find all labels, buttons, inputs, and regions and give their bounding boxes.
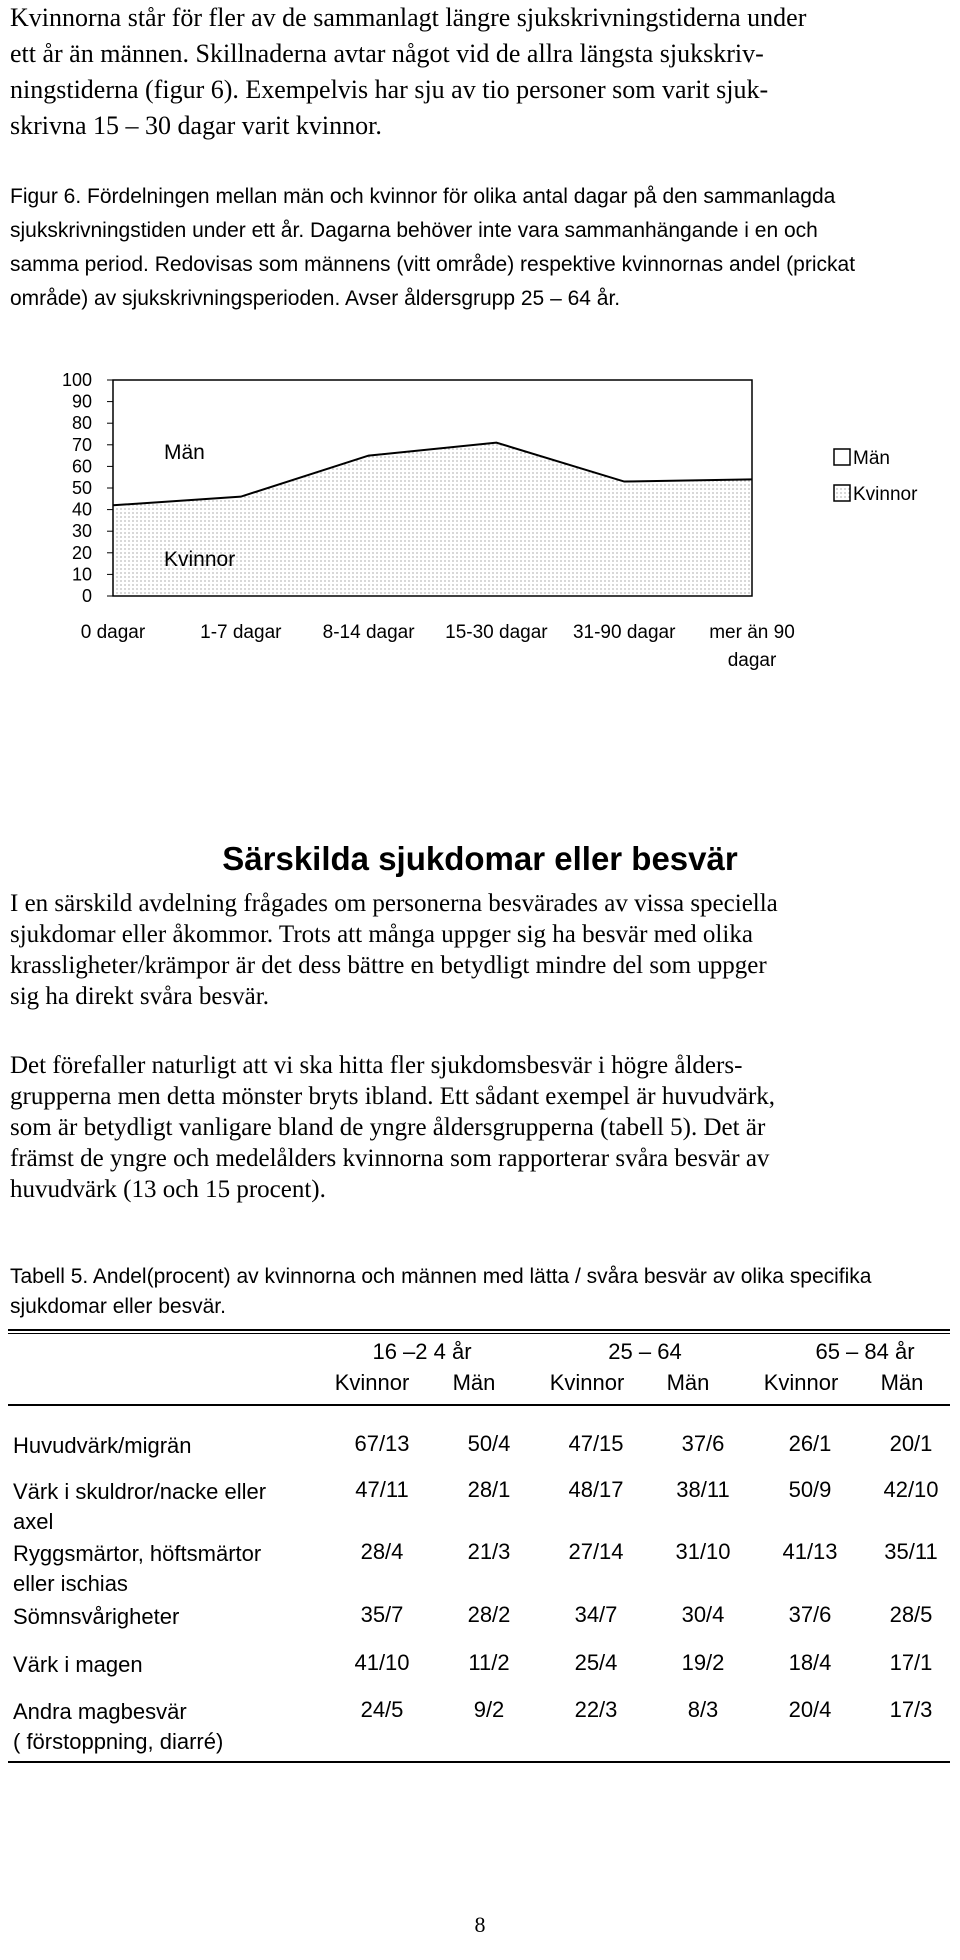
x-tick-label: 1-7 dagar <box>200 622 282 643</box>
row-label <box>13 1477 313 1537</box>
sex-header: Kvinnor <box>549 1370 625 1395</box>
row-label <box>13 1602 313 1632</box>
table-cell: 25/4 <box>574 1650 618 1675</box>
x-tick-label: 8-14 dagar <box>322 622 415 643</box>
table-cell: 41/13 <box>782 1539 838 1564</box>
table-cell: 17/3 <box>889 1697 933 1722</box>
table-cell: 28/4 <box>360 1539 404 1564</box>
table-cell: 18/4 <box>788 1650 832 1675</box>
chart-svg <box>0 360 960 680</box>
table-cell: 34/7 <box>574 1602 618 1627</box>
table-cell: 20/4 <box>788 1697 832 1722</box>
table-cell: 37/6 <box>681 1431 725 1456</box>
row-label <box>13 1431 313 1461</box>
table-cell: 48/17 <box>568 1477 624 1502</box>
figure-6-chart <box>0 360 960 680</box>
paragraph-line: krassligheter/krämpor är det dess bättre en betydligt mindre del som uppger <box>10 952 767 979</box>
y-tick-label: 80 <box>71 413 92 434</box>
y-tick-label: 10 <box>71 564 92 585</box>
paragraph-line: främst de yngre och medelålders kvinnorna som rapporterar svåra besvär av <box>10 1145 770 1172</box>
figure-caption-line: område) av sjukskrivningsperioden. Avser åldersgrupp 25 – 64 år. <box>10 287 621 310</box>
legend-swatch <box>834 449 850 465</box>
table-cell: 30/4 <box>681 1602 725 1627</box>
y-tick-label: 70 <box>71 434 92 455</box>
paragraph-2 <box>10 1050 950 1205</box>
x-tick-label: dagar <box>727 650 777 671</box>
row-label-line: Ryggsmärtor, höftsmärtor <box>13 1541 262 1566</box>
paragraph-line: Det förefaller naturligt att vi ska hitta fler sjukdomsbesvär i högre ålders- <box>10 1052 743 1079</box>
table-cell: 22/3 <box>574 1697 618 1722</box>
paragraph-line: sjukdomar eller åkommor. Trots att många uppger sig ha besvär med olika <box>10 921 753 948</box>
paragraph-line: grupperna men detta mönster bryts ibland. Ett sådant exempel är huvudvärk, <box>10 1083 776 1110</box>
table-cell: 24/5 <box>360 1697 404 1722</box>
table-cell: 28/2 <box>467 1602 511 1627</box>
sex-header: Kvinnor <box>763 1370 839 1395</box>
row-label-line: Sömnsvårigheter <box>13 1604 180 1629</box>
table-cell: 47/15 <box>568 1431 624 1456</box>
table-cell: 9/2 <box>473 1697 505 1722</box>
figure-caption-line: Figur 6. Fördelningen mellan män och kvinnor för olika antal dagar på den sammanlagda <box>10 185 836 208</box>
paragraph-line: I en särskild avdelning frågades om personerna besvärades av vissa speciella <box>10 890 778 917</box>
table-caption-line: Tabell 5. Andel(procent) av kvinnorna och männen med lätta / svåra besvär av olika specifika <box>10 1265 872 1288</box>
table-cell: 28/1 <box>467 1477 511 1502</box>
y-tick-label: 90 <box>71 391 92 412</box>
intro-line: skrivna 15 – 30 dagar varit kvinnor. <box>10 111 382 140</box>
sex-header: Män <box>880 1370 924 1395</box>
y-tick-label: 60 <box>71 456 92 477</box>
row-label <box>13 1650 313 1680</box>
row-label-line: Värk i skuldror/nacke eller <box>13 1479 267 1504</box>
kvinnor-area-label: Kvinnor <box>164 548 236 571</box>
table-cell: 38/11 <box>676 1477 730 1502</box>
intro-paragraph <box>10 0 950 144</box>
table-cell: 35/11 <box>884 1539 938 1564</box>
table-cell: 47/11 <box>355 1477 409 1502</box>
table-cell: 67/13 <box>354 1431 410 1456</box>
table-top-rule <box>8 1329 950 1334</box>
section-heading: Särskilda sjukdomar eller besvär <box>222 840 738 877</box>
table-cell: 50/9 <box>788 1477 832 1502</box>
table-cell: 21/3 <box>467 1539 511 1564</box>
table-caption <box>10 1262 950 1322</box>
x-tick-label: 0 dagar <box>80 622 146 643</box>
x-tick-label: mer än 90 <box>709 622 795 643</box>
paragraph-1 <box>10 888 950 1012</box>
row-label-line: Andra magbesvär <box>13 1699 187 1724</box>
paragraph-line: som är betydligt vanligare bland de yngre åldersgrupperna (tabell 5). Det är <box>10 1114 766 1141</box>
y-tick-label: 30 <box>71 521 92 542</box>
table-cell: 41/10 <box>354 1650 410 1675</box>
legend-label: Kvinnor <box>853 484 918 505</box>
y-tick-label: 100 <box>61 370 92 390</box>
row-label-line: Huvudvärk/migrän <box>13 1433 192 1458</box>
table-cell: 8/3 <box>687 1697 719 1722</box>
sex-header: Män <box>452 1370 496 1395</box>
table-cell: 27/14 <box>568 1539 624 1564</box>
table-header-rule <box>8 1404 950 1406</box>
y-tick-label: 50 <box>71 478 92 498</box>
age-group-header: 25 – 64 <box>608 1339 682 1364</box>
figure-caption-line: samma period. Redovisas som männens (vitt område) respektive kvinnornas andel (prickat <box>10 253 856 276</box>
table-cell: 31/10 <box>675 1539 731 1564</box>
row-label-line: ( förstoppning, diarré) <box>13 1729 224 1754</box>
intro-line: ningstiderna (figur 6). Exempelvis har sju av tio personer som varit sjuk- <box>10 75 769 104</box>
paragraph-line: huvudvärk (13 och 15 procent). <box>10 1176 326 1203</box>
y-tick-label: 20 <box>71 542 92 563</box>
sex-header: Män <box>666 1370 710 1395</box>
row-label-line: Värk i magen <box>13 1652 143 1677</box>
row-label <box>13 1697 313 1757</box>
legend-label: Män <box>853 448 890 469</box>
intro-line: ett år än männen. Skillnaderna avtar något vid de allra längsta sjukskriv- <box>10 39 764 68</box>
paragraph-line: sig ha direkt svåra besvär. <box>10 983 269 1010</box>
page-number: 8 <box>474 1912 486 1937</box>
age-group-header: 16 –2 4 år <box>372 1339 472 1364</box>
table-cell: 42/10 <box>883 1477 939 1502</box>
intro-line: Kvinnorna står för fler av de sammanlagt längre sjukskrivningstiderna under <box>10 3 807 32</box>
man-area-label: Män <box>164 441 205 464</box>
legend-swatch <box>834 485 850 501</box>
table-cell: 11/2 <box>468 1650 510 1675</box>
table-cell: 19/2 <box>681 1650 725 1675</box>
table-bottom-rule <box>8 1761 950 1763</box>
table-cell: 20/1 <box>889 1431 933 1456</box>
x-tick-label: 31-90 dagar <box>572 622 676 643</box>
table-cell: 37/6 <box>788 1602 832 1627</box>
table-cell: 35/7 <box>360 1602 404 1627</box>
row-label-line: eller ischias <box>13 1571 128 1596</box>
table-cell: 50/4 <box>467 1431 511 1456</box>
table-cell: 26/1 <box>788 1431 832 1456</box>
y-tick-label: 0 <box>81 586 92 606</box>
row-label-line: axel <box>13 1509 54 1534</box>
figure-caption-line: sjukskrivningstiden under ett år. Dagarna behöver inte vara sammanhängande i en och <box>10 219 818 242</box>
age-group-header: 65 – 84 år <box>815 1339 915 1364</box>
y-tick-label: 40 <box>71 499 92 520</box>
figure-caption <box>10 180 950 316</box>
sex-header: Kvinnor <box>334 1370 410 1395</box>
table-cell: 28/5 <box>889 1602 933 1627</box>
table-caption-line: sjukdomar eller besvär. <box>10 1295 226 1318</box>
row-label <box>13 1539 313 1599</box>
x-tick-label: 15-30 dagar <box>445 622 548 643</box>
table-cell: 17/1 <box>889 1650 933 1675</box>
